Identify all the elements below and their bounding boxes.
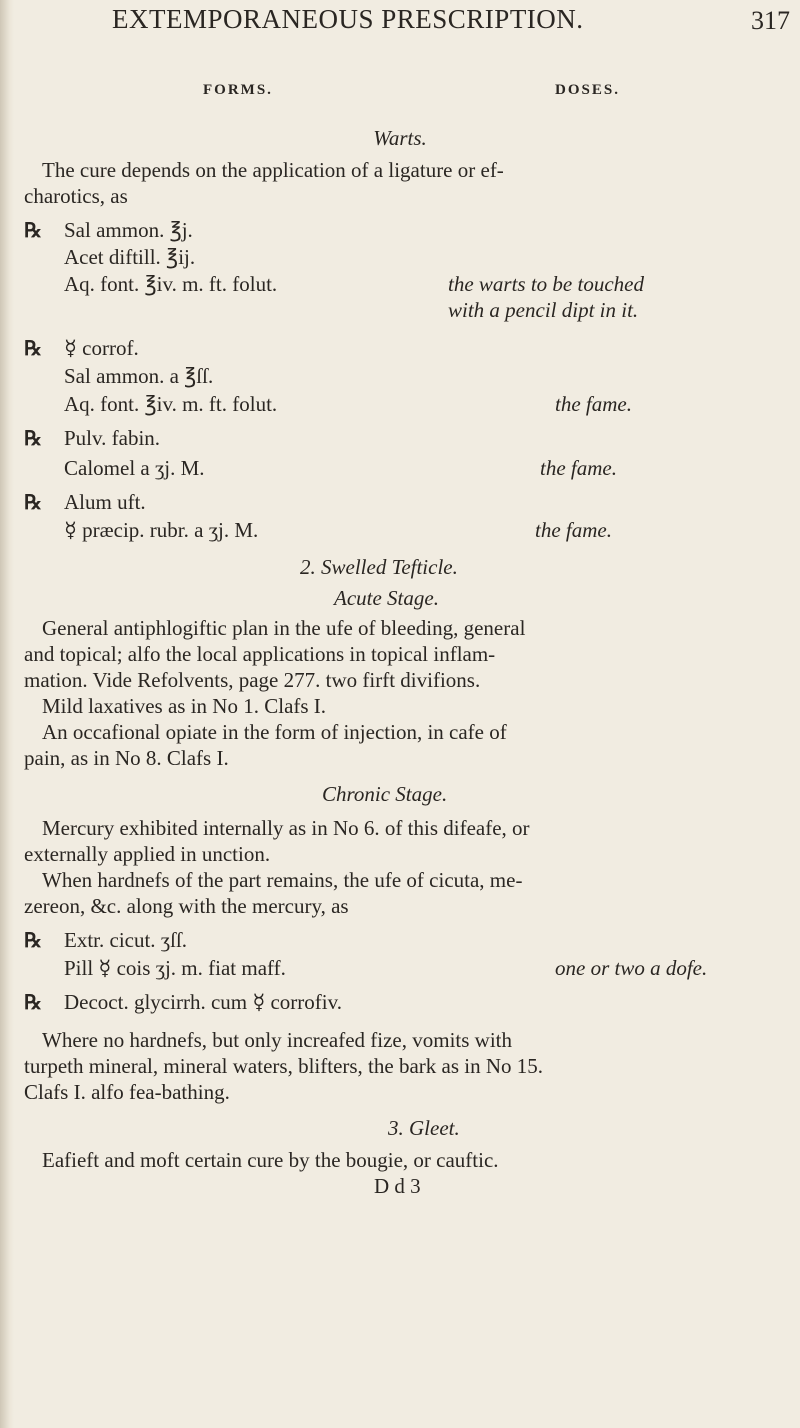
rx5-line-2: Pill ☿ cois ʒj. m. fiat maff. [64,956,286,980]
rx5-dose: one or two a dofe. [555,956,708,980]
forms-column-heading: FORMS. [203,82,273,98]
where-line: Where no hardnefs, but only increafed fize, vomits with [42,1028,513,1052]
rx3-line-2: Calomel a ʒj. M. [64,456,205,480]
chronic-line: zereon, &c. along with the mercury, as [24,894,349,918]
acute-line: General antiphlogiftic plan in the ufe of bleeding, general [42,616,526,640]
rx3-dose: the fame. [540,456,617,480]
where-line: turpeth mineral, mineral waters, blifters, the bark as in No 15. [24,1054,544,1078]
rx1-line-3: Aq. font. ℥iv. m. ft. folut. [64,272,278,296]
signature-mark: D d 3 [374,1174,421,1198]
rx1-line-1: Sal ammon. ℥j. [64,218,193,242]
doses-column-heading: DOSES. [555,82,620,98]
acute-line: An occafional opiate in the form of injection, in cafe of [42,720,507,744]
rx1-dose-line-1: the warts to be touched [448,272,644,296]
page-binding-edge [0,0,14,1428]
rx2-line-2: Sal ammon. a ℥ſſ. [64,364,214,388]
rx3-line-1: Pulv. fabin. [64,426,161,450]
chronic-line: externally applied in unction. [24,842,271,866]
acute-stage-heading: Acute Stage. [334,586,439,610]
acute-line: pain, as in No 8. Clafs I. [24,746,229,770]
rx1-line-2: Acet diftill. ℥ij. [64,245,196,269]
section-heading-gleet: 3. Gleet. [388,1116,460,1140]
rx1-dose-line-2: with a pencil dipt in it. [448,298,639,322]
acute-line: and topical; alfo the local applications in topical inflam- [24,642,496,666]
acute-line: Mild laxatives as in No 1. Clafs I. [42,694,327,718]
rx6-line-1: Decoct. glycirrh. cum ☿ corrofiv. [64,990,343,1014]
gleet-line: Eafieft and moft certain cure by the bougie, or cauftic. [42,1148,499,1172]
rx4-line-2: ☿ præcip. rubr. a ʒj. M. [64,518,259,542]
warts-intro-line-2: charotics, as [24,184,128,208]
rx4-dose: the fame. [535,518,612,542]
chronic-line: Mercury exhibited internally as in No 6. of this difeafe, or [42,816,530,840]
recipe-symbol: ℞ [24,338,42,360]
rx4-line-1: Alum uft. [64,490,146,514]
where-line: Clafs I. alfo fea-bathing. [24,1080,230,1104]
recipe-symbol: ℞ [24,930,42,952]
rx2-line-1: ☿ corrof. [64,336,139,360]
rx5-line-1: Extr. cicut. ʒſſ. [64,928,188,952]
acute-line: mation. Vide Refolvents, page 277. two firft divifions. [24,668,481,692]
rx2-dose: the fame. [555,392,632,416]
warts-intro-line-1: The cure depends on the application of a ligature or ef- [42,158,504,182]
recipe-symbol: ℞ [24,220,42,242]
recipe-symbol: ℞ [24,428,42,450]
recipe-symbol: ℞ [24,492,42,514]
rx2-line-3: Aq. font. ℥iv. m. ft. folut. [64,392,278,416]
running-header: EXTEMPORANEOUS PRESCRIPTION. [112,4,584,34]
section-heading-testicle: 2. Swelled Tefticle. [300,555,458,579]
chronic-line: When hardnefs of the part remains, the ufe of cicuta, me- [42,868,523,892]
page-number: 317 [751,6,790,35]
warts-heading: Warts. [373,126,427,150]
recipe-symbol: ℞ [24,992,42,1014]
chronic-stage-heading: Chronic Stage. [322,782,448,806]
